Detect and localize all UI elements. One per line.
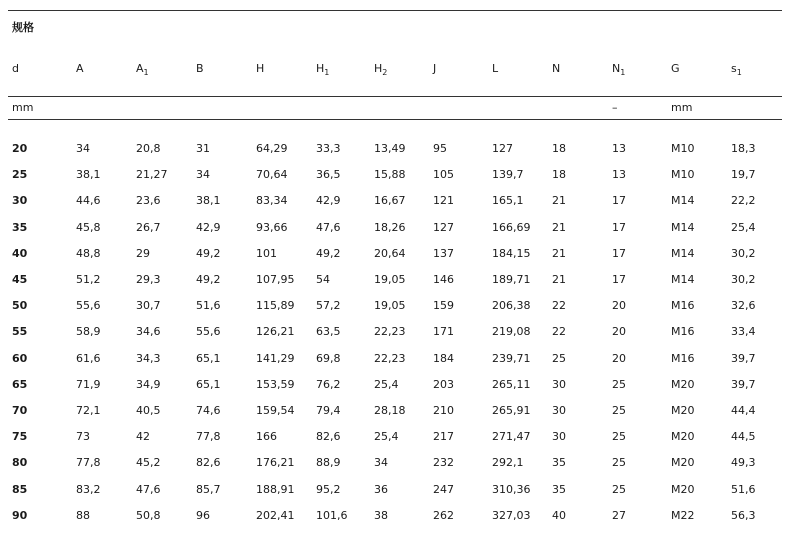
table-cell: 171 [433, 325, 454, 339]
table-cell: M14 [671, 194, 695, 208]
table-cell: 247 [433, 482, 454, 496]
table-cell: 22,23 [374, 325, 406, 339]
table-cell: 101 [256, 246, 277, 260]
header-symbol: d [12, 62, 19, 75]
table-cell: 36 [374, 482, 388, 496]
top-rule [8, 10, 782, 11]
table-cell: 93,66 [256, 220, 288, 234]
table-cell: 262 [433, 508, 454, 522]
table-cell: 17 [612, 273, 626, 286]
table-cell: 25,4 [731, 220, 756, 234]
table-cell: 56,3 [731, 508, 756, 522]
table-cell: 127 [433, 220, 454, 234]
table-cell: 127 [492, 142, 513, 155]
table-cell: 219,08 [492, 325, 531, 339]
table-cell: 184,15 [492, 246, 531, 260]
table-cell: 25 [612, 456, 626, 470]
table-cell: 38,1 [76, 168, 101, 182]
table-cell: 121 [433, 194, 454, 208]
table-cell: 88,9 [316, 456, 341, 470]
table-cell: 83,34 [256, 194, 288, 208]
table-cell: 42,9 [196, 220, 221, 234]
header-subscript: 1 [324, 68, 330, 77]
table-cell: 292,1 [492, 456, 524, 470]
table-cell: 22 [552, 299, 566, 313]
table-cell: 310,36 [492, 482, 531, 496]
row-diameter: 50 [12, 299, 28, 313]
table-cell: 88 [76, 508, 90, 522]
table-cell: 35 [552, 482, 566, 496]
table-cell: 139,7 [492, 168, 524, 182]
table-cell: M14 [671, 246, 695, 260]
table-cell: 54 [316, 273, 330, 286]
table-cell: M10 [671, 168, 695, 182]
table-cell: 18 [552, 168, 566, 182]
table-cell: 25,4 [374, 377, 399, 391]
table-cell: 39,7 [731, 377, 756, 391]
table-cell: 50,8 [136, 508, 161, 522]
table-cell: 206,38 [492, 299, 531, 313]
table-cell: 47,6 [136, 482, 161, 496]
table-cell: 101,6 [316, 508, 348, 522]
table-cell: 189,71 [492, 273, 531, 286]
table-cell: 42,9 [316, 194, 341, 208]
table-cell: 210 [433, 404, 454, 417]
table-cell: 25 [552, 351, 566, 365]
row-diameter: 45 [12, 273, 28, 286]
table-cell: 70,64 [256, 168, 288, 182]
header-symbol: H [256, 62, 265, 75]
table-cell: 21 [552, 194, 566, 208]
table-cell: 69,8 [316, 351, 341, 365]
header-symbol: B [196, 62, 204, 75]
column-header [136, 62, 149, 76]
table-cell: 141,29 [256, 351, 295, 365]
row-diameter: 65 [12, 377, 28, 391]
table-cell: 51,6 [731, 482, 756, 496]
table-cell: 22,2 [731, 194, 756, 208]
table-cell: 271,47 [492, 430, 531, 444]
table-cell: 126,21 [256, 325, 295, 339]
table-cell: 17 [612, 194, 626, 208]
row-diameter: 20 [12, 142, 28, 155]
table-cell: 327,03 [492, 508, 531, 522]
table-cell: 184 [433, 351, 454, 365]
table-cell: M20 [671, 482, 695, 496]
row-diameter: 90 [12, 508, 28, 522]
table-cell: 49,2 [196, 273, 221, 286]
table-cell: 61,6 [76, 351, 101, 365]
table-cell: 95 [433, 142, 447, 155]
row-diameter: 55 [12, 325, 28, 339]
table-cell: M20 [671, 430, 695, 444]
table-cell: 77,8 [76, 456, 101, 470]
table-cell: 25 [612, 430, 626, 444]
table-cell: 25 [612, 482, 626, 496]
table-cell: 39,7 [731, 351, 756, 365]
header-symbol: J [433, 62, 437, 75]
column-header [492, 62, 498, 76]
table-cell: 34 [196, 168, 210, 182]
header-symbol: N [552, 62, 561, 75]
table-cell: M10 [671, 142, 695, 155]
table-cell: 65,1 [196, 377, 221, 391]
table-cell: 63,5 [316, 325, 341, 339]
table-cell: 82,6 [196, 456, 221, 470]
table-cell: 79,4 [316, 404, 341, 417]
table-cell: 18,26 [374, 220, 406, 234]
table-cell: 28,18 [374, 404, 406, 417]
table-cell: M20 [671, 456, 695, 470]
column-header [374, 62, 387, 76]
table-cell: 166,69 [492, 220, 531, 234]
table-cell: 188,91 [256, 482, 295, 496]
row-diameter: 35 [12, 220, 28, 234]
table-cell: 21 [552, 246, 566, 260]
header-symbol: s [731, 62, 737, 75]
table-cell: 77,8 [196, 430, 221, 444]
table-cell: 21 [552, 273, 566, 286]
table-cell: 202,41 [256, 508, 295, 522]
row-diameter: 70 [12, 404, 28, 417]
table-cell: 159,54 [256, 404, 295, 417]
table-cell: 30 [552, 377, 566, 391]
header-subscript: 1 [620, 68, 626, 77]
table-cell: 34,3 [136, 351, 161, 365]
table-cell: 26,7 [136, 220, 161, 234]
table-cell: 21,27 [136, 168, 168, 182]
table-cell: 18 [552, 142, 566, 155]
header-symbol: H [374, 62, 383, 75]
table-cell: 30,7 [136, 299, 161, 313]
table-cell: 107,95 [256, 273, 295, 286]
table-cell: 265,11 [492, 377, 531, 391]
unit-label: – [612, 101, 618, 114]
table-cell: M14 [671, 220, 695, 234]
table-cell: 65,1 [196, 351, 221, 365]
header-symbol: A [76, 62, 84, 75]
table-cell: 55,6 [76, 299, 101, 313]
row-diameter: 40 [12, 246, 28, 260]
header-subscript: 2 [382, 68, 388, 77]
table-cell: 58,9 [76, 325, 101, 339]
table-cell: 30,2 [731, 246, 756, 260]
table-cell: 44,4 [731, 404, 756, 417]
column-header [76, 62, 84, 76]
table-cell: 115,89 [256, 299, 295, 313]
table-cell: 21 [552, 220, 566, 234]
table-cell: 35 [552, 456, 566, 470]
table-cell: 232 [433, 456, 454, 470]
table-cell: 95,2 [316, 482, 341, 496]
column-header [552, 62, 560, 76]
table-cell: 34 [374, 456, 388, 470]
section-label: 规格 [12, 21, 34, 34]
table-cell: 36,5 [316, 168, 341, 182]
table-cell: 29,3 [136, 273, 161, 286]
table-cell: 19,05 [374, 299, 406, 313]
header-rule [8, 96, 782, 97]
table-cell: 153,59 [256, 377, 295, 391]
table-cell: M20 [671, 377, 695, 391]
table-cell: 45,8 [76, 220, 101, 234]
table-cell: 265,91 [492, 404, 531, 417]
table-cell: 27 [612, 508, 626, 522]
unit-rule [8, 119, 782, 120]
table-cell: 40 [552, 508, 566, 522]
table-cell: M22 [671, 508, 695, 522]
table-cell: M14 [671, 273, 695, 286]
row-diameter: 75 [12, 430, 28, 444]
table-cell: 20,8 [136, 142, 161, 155]
table-cell: 73 [76, 430, 90, 444]
table-cell: 49,3 [731, 456, 756, 470]
column-header [433, 62, 436, 76]
table-cell: 29 [136, 246, 150, 260]
table-cell: 38 [374, 508, 388, 522]
row-diameter: 25 [12, 168, 28, 182]
table-cell: 19,05 [374, 273, 406, 286]
table-cell: 17 [612, 246, 626, 260]
table-cell: 34,6 [136, 325, 161, 339]
table-cell: 42 [136, 430, 150, 444]
table-cell: 13 [612, 142, 626, 155]
table-cell: 32,6 [731, 299, 756, 313]
column-header [612, 62, 625, 76]
row-diameter: 85 [12, 482, 28, 496]
table-cell: 82,6 [316, 430, 341, 444]
table-cell: 48,8 [76, 246, 101, 260]
table-cell: 165,1 [492, 194, 524, 208]
table-cell: 33,4 [731, 325, 756, 339]
table-cell: 30 [552, 430, 566, 444]
table-cell: 176,21 [256, 456, 295, 470]
table-cell: 25 [612, 377, 626, 391]
table-cell: 71,9 [76, 377, 101, 391]
table-cell: 15,88 [374, 168, 406, 182]
table-cell: 166 [256, 430, 277, 444]
table-cell: 22 [552, 325, 566, 339]
column-header [731, 62, 742, 76]
table-cell: 13,49 [374, 142, 406, 155]
table-cell: 159 [433, 299, 454, 313]
table-cell: M16 [671, 351, 695, 365]
table-cell: 30,2 [731, 273, 756, 286]
table-cell: 19,7 [731, 168, 756, 182]
table-cell: 20 [612, 351, 626, 365]
table-cell: 74,6 [196, 404, 221, 417]
table-cell: M20 [671, 404, 695, 417]
header-symbol: G [671, 62, 680, 75]
table-cell: 40,5 [136, 404, 161, 417]
table-cell: 33,3 [316, 142, 341, 155]
table-cell: 25,4 [374, 430, 399, 444]
unit-label: mm [671, 101, 693, 114]
table-cell: 18,3 [731, 142, 756, 155]
table-cell: 64,29 [256, 142, 288, 155]
header-subscript: 1 [143, 68, 149, 77]
table-cell: 57,2 [316, 299, 341, 313]
table-cell: 217 [433, 430, 454, 444]
header-symbol: L [492, 62, 499, 75]
column-header [12, 62, 19, 76]
table-cell: 22,23 [374, 351, 406, 365]
row-diameter: 30 [12, 194, 28, 208]
table-cell: M16 [671, 299, 695, 313]
column-header [316, 62, 329, 76]
table-cell: 49,2 [196, 246, 221, 260]
table-cell: 23,6 [136, 194, 161, 208]
table-cell: M16 [671, 325, 695, 339]
table-cell: 105 [433, 168, 454, 182]
table-cell: 51,2 [76, 273, 101, 286]
table-cell: 34,9 [136, 377, 161, 391]
column-header [196, 62, 204, 76]
table-cell: 20 [612, 299, 626, 313]
table-cell: 203 [433, 377, 454, 391]
table-cell: 20,64 [374, 246, 406, 260]
table-cell: 96 [196, 508, 210, 522]
row-diameter: 80 [12, 456, 28, 470]
column-header [256, 62, 264, 76]
table-cell: 49,2 [316, 246, 341, 260]
table-cell: 20 [612, 325, 626, 339]
table-cell: 34 [76, 142, 90, 155]
table-cell: 17 [612, 220, 626, 234]
table-cell: 13 [612, 168, 626, 182]
table-cell: 45,2 [136, 456, 161, 470]
table-cell: 31 [196, 142, 210, 155]
unit-label: mm [12, 101, 34, 114]
table-cell: 239,71 [492, 351, 531, 365]
table-cell: 51,6 [196, 299, 221, 313]
table-cell: 85,7 [196, 482, 221, 496]
header-symbol: A [136, 62, 144, 75]
table-cell: 25 [612, 404, 626, 417]
table-cell: 72,1 [76, 404, 101, 417]
table-cell: 76,2 [316, 377, 341, 391]
table-cell: 44,5 [731, 430, 756, 444]
table-cell: 16,67 [374, 194, 406, 208]
table-cell: 30 [552, 404, 566, 417]
header-symbol: H [316, 62, 325, 75]
table-cell: 137 [433, 246, 454, 260]
table-cell: 55,6 [196, 325, 221, 339]
table-cell: 83,2 [76, 482, 101, 496]
table-cell: 38,1 [196, 194, 221, 208]
table-cell: 44,6 [76, 194, 101, 208]
table-cell: 146 [433, 273, 454, 286]
header-symbol: N [612, 62, 621, 75]
header-subscript: 1 [736, 68, 742, 77]
column-header [671, 62, 680, 76]
row-diameter: 60 [12, 351, 28, 365]
table-cell: 47,6 [316, 220, 341, 234]
